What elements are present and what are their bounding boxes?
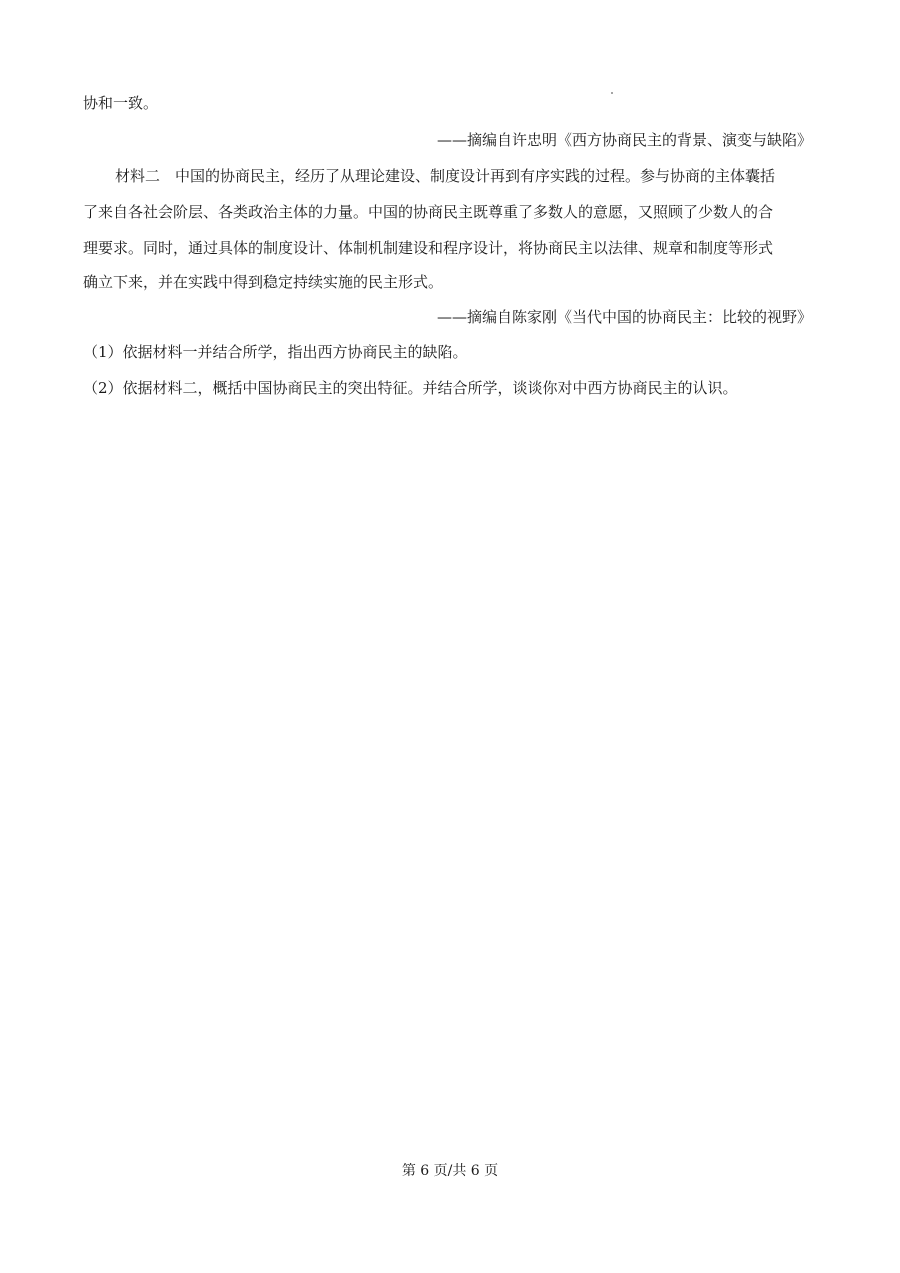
material-one-continuation: 协和一致。 [83, 94, 159, 112]
material-one-source: ——摘编自许忠明《西方协商民主的背景、演变与缺陷》 [436, 131, 812, 149]
material-two-source: ——摘编自陈家刚《当代中国的协商民主：比较的视野》 [436, 308, 812, 326]
scan-speck [611, 92, 613, 94]
question-1: （1）依据材料一并结合所学，指出西方协商民主的缺陷。 [83, 343, 468, 361]
page-number-footer: 第 6 页/共 6 页 [401, 1163, 499, 1179]
material-two-line-4: 确立下来，并在实践中得到稳定持续实施的民主形式。 [83, 273, 444, 291]
material-two-line-3: 理要求。同时，通过具体的制度设计、体制机制建设和程序设计，将协商民主以法律、规章和制度等形式 [83, 239, 774, 257]
question-2: （2）依据材料二，概括中国协商民主的突出特征。并结合所学，谈谈你对中西方协商民主的认识。 [83, 379, 738, 397]
material-two-line-1: 材料二 中国的协商民主，经历了从理论建设、制度设计再到有序实践的过程。参与协商的主体囊括 [115, 167, 776, 185]
material-two-line-2: 了来自各社会阶层、各类政治主体的力量。中国的协商民主既尊重了多数人的意愿，又照顾了少数人的合 [83, 203, 774, 221]
